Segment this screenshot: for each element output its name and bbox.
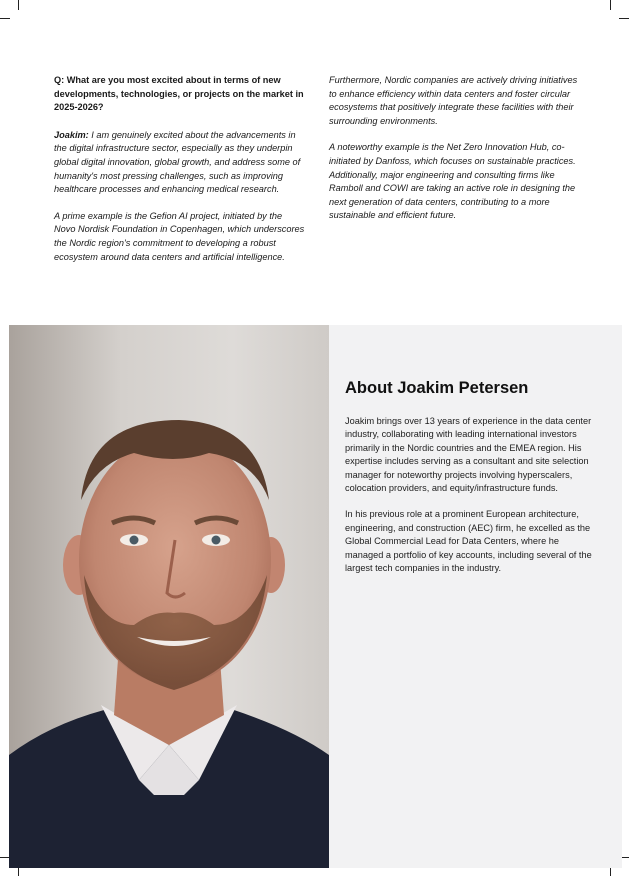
answer-text: I am genuinely excited about the advancements in the digital infrastructure sector, especially as they underpin global digital innovation, global growth, and address some of humanity's most pressing challenges, such as improving healthcare processes and enhancing medical research.	[54, 129, 301, 195]
crop-mark-top-left-h	[0, 18, 10, 19]
about-panel	[329, 325, 622, 868]
crop-mark-top-right-h	[619, 18, 629, 19]
crop-mark-top-right-v	[610, 0, 611, 10]
portrait-illustration	[9, 325, 329, 868]
crop-mark-top-left-v	[18, 0, 19, 10]
portrait-photo	[9, 325, 329, 868]
interview-answer	[54, 129, 306, 197]
about-title: About Joakim Petersen	[345, 379, 529, 397]
about-paragraph-1: Joakim brings over 13 years of experience in the data center industry, collaborating with leading international investors primarily in the Nordic countries and the EMEA region. His expertise includes serving as a consultant and site selection manager for noteworthy projects involving hyperscalers, colocation providers, and equity/infrastructure funds.	[345, 416, 592, 494]
about-paragraph-2: In his previous role at a prominent European architecture, engineering, and construction (AEC) firm, he excelled as the Global Commercial Lead for Data Centers, where he managed a portfolio of key accounts, including several of the largest tech companies in the industry.	[345, 509, 592, 574]
about-body	[345, 415, 597, 588]
answer-speaker: Joakim:	[54, 129, 89, 140]
interview-column-left	[54, 74, 306, 277]
interview-question: Q: What are you most excited about in terms of new developments, technologies, or projects on the market in 2025-2026?	[54, 75, 304, 113]
interview-paragraph-4: A noteworthy example is the Net Zero Innovation Hub, co-initiated by Danfoss, which focuses on sustainable practices. Additionally, major engineering and consulting firms like Ramboll and COWI are taking an active role in designing the next generation of data centers, contributing to a more sustainable and efficient future.	[329, 142, 576, 221]
interview-paragraph-2: A prime example is the Gefion AI project, initiated by the Novo Nordisk Foundation in Copenhagen, which underscores the Nordic region's commitment to developing a robust ecosystem around data centers and artificial intelligence.	[54, 210, 305, 262]
interview-column-right	[329, 74, 579, 236]
profile-section	[9, 325, 622, 868]
interview-paragraph-3: Furthermore, Nordic companies are actively driving initiatives to enhance efficiency within data centers and foster circular ecosystems that positively integrate these facilities with their surrounding environments.	[329, 75, 578, 126]
